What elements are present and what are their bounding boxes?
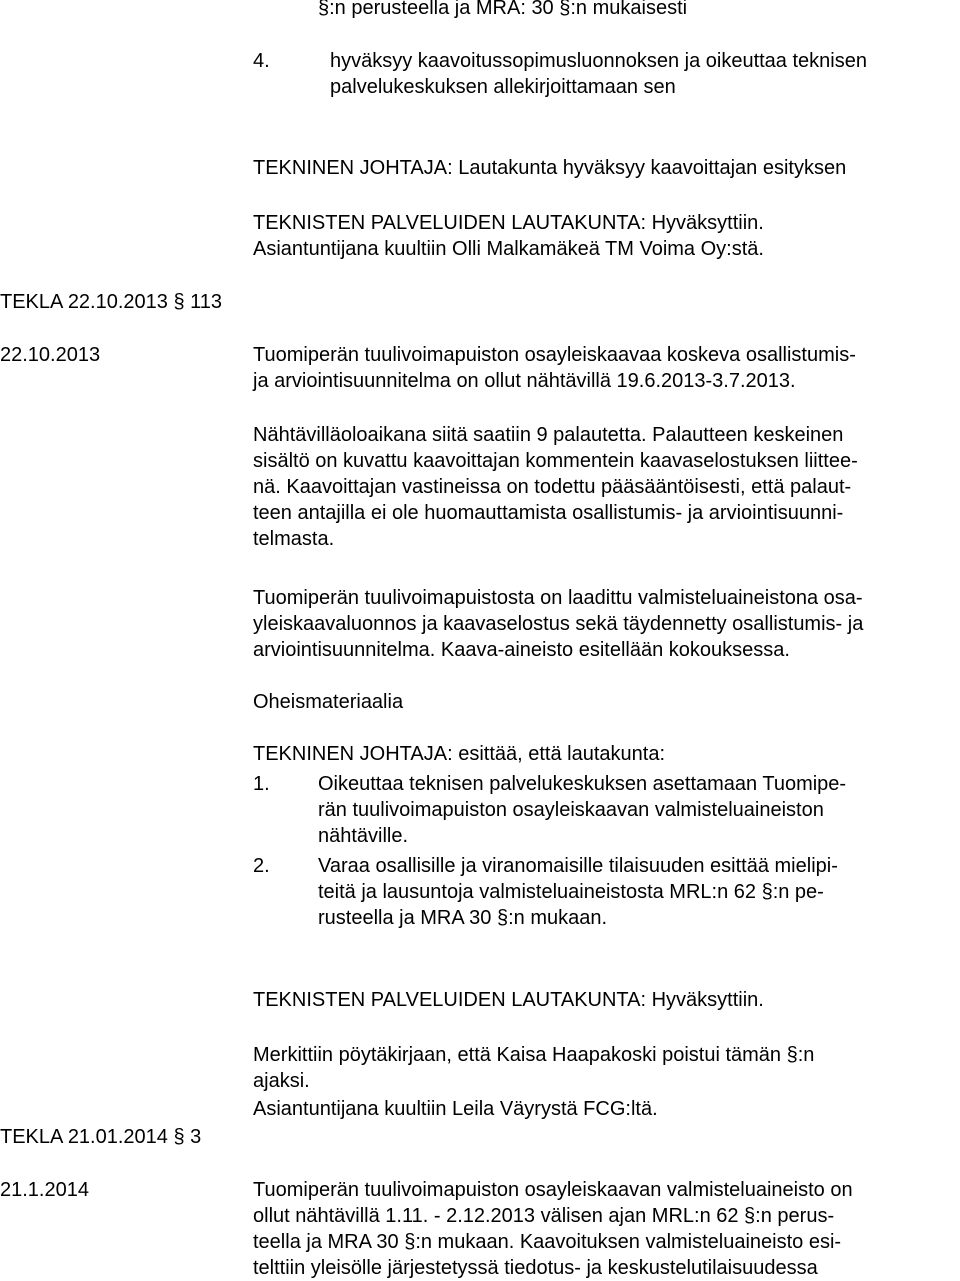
item-2-line-1: Varaa osallisille ja viranomaisille tilaisuuden esittää mielipi-	[318, 855, 838, 877]
decision-line-1	[253, 987, 764, 1013]
expert-line-1: Asiantuntijana kuultiin Leila Väyrystä FCG:ltä.	[253, 1098, 658, 1120]
note-line-1: Merkittiin pöytäkirjaan, että Kaisa Haapakoski poistui tämän §:n	[253, 1044, 815, 1066]
section-2-line-3: teella ja MRA 30 §:n mukaan. Kaavoituksen valmisteluaineisto esi-	[253, 1231, 842, 1253]
item-4-line-1: hyväksyy kaavoitussopimusluonnoksen ja oikeuttaa teknisen	[330, 50, 867, 72]
proposal-text: Lautakunta hyväksyy kaavoittajan esityksen	[452, 157, 847, 179]
item-1-line-3: nähtäville.	[318, 825, 409, 847]
feedback-line-1: Nähtävilläoloaikana siitä saatiin 9 palautetta. Palautteen keskeinen	[253, 424, 844, 446]
item-4-line-2: palvelukeskuksen allekirjoittamaan sen	[330, 76, 676, 98]
item-4-number: 4.	[253, 50, 270, 72]
section-2-date: 21.1.2014	[0, 1179, 89, 1201]
feedback-line-3: nä. Kaavoittajan vastineissa on todettu pääsääntöisesti, että palaut-	[253, 476, 852, 498]
proposal-line-1	[253, 741, 665, 767]
decision-line-top	[253, 210, 764, 236]
section-1-reference: TEKLA 22.10.2013 § 113	[0, 291, 223, 313]
feedback-line-5: telmasta.	[253, 528, 335, 550]
proposal-text: esittää, että lautakunta:	[452, 743, 666, 765]
feedback-line-4: teen antajilla ei ole huomauttamista osallistumis- ja arviointisuunni-	[253, 502, 844, 524]
prepared-line-3: arviointisuunnitelma. Kaava-aineisto esitellään kokouksessa.	[253, 639, 790, 661]
item-2-line-3: rusteella ja MRA 30 §:n mukaan.	[318, 907, 608, 929]
section-1-date: 22.10.2013	[0, 344, 101, 366]
prepared-line-1: Tuomiperän tuulivoimapuistosta on laadittu valmisteluaineistona osa-	[253, 587, 863, 609]
section-1-intro-line-1: Tuomiperän tuulivoimapuiston osayleiskaavaa koskeva osallistumis-	[253, 344, 856, 366]
decision-text: Hyväksyttiin.	[646, 989, 764, 1011]
decision-label: TEKNISTEN PALVELUIDEN LAUTAKUNTA:	[253, 212, 647, 234]
proposal-label: TEKNINEN JOHTAJA:	[253, 743, 453, 765]
section-2-line-4: telttiin yleisölle järjestetyssä tiedotus- ja keskustelutilaisuudessa	[253, 1257, 818, 1279]
decision-text: Hyväksyttiin.	[646, 212, 764, 234]
item-1-line-2: rän tuulivoimapuiston osayleiskaavan valmisteluaineiston	[318, 799, 824, 821]
section-1-intro-line-2: ja arviointisuunnitelma on ollut nähtävillä 19.6.2013-3.7.2013.	[253, 370, 796, 392]
section-2-reference: TEKLA 21.01.2014 § 3	[0, 1126, 202, 1148]
item-1-number: 1.	[253, 773, 270, 795]
section-2-line-1: Tuomiperän tuulivoimapuiston osayleiskaavan valmisteluaineisto on	[253, 1179, 853, 1201]
decision-label: TEKNISTEN PALVELUIDEN LAUTAKUNTA:	[253, 989, 647, 1011]
note-line-2: ajaksi.	[253, 1070, 310, 1092]
proposal-label: TEKNINEN JOHTAJA:	[253, 157, 453, 179]
top-line-1: §:n perusteella ja MRA: 30 §:n mukaisesti	[318, 0, 688, 19]
item-2-line-2: teitä ja lausuntoja valmisteluaineistosta MRL:n 62 §:n pe-	[318, 881, 824, 903]
expert-line-top: Asiantuntijana kuultiin Olli Malkamäkeä TM Voima Oy:stä.	[253, 238, 764, 260]
feedback-line-2: sisältö on kuvattu kaavoittajan kommentein kaavaselostuksen liittee-	[253, 450, 858, 472]
prepared-line-2: yleiskaavaluonnos ja kaavaselostus sekä täydennetty osallistumis- ja	[253, 613, 864, 635]
section-2-line-2: ollut nähtävillä 1.11. - 2.12.2013 välisen ajan MRL:n 62 §:n perus-	[253, 1205, 835, 1227]
proposal-line-top	[253, 155, 846, 181]
item-2-number: 2.	[253, 855, 270, 877]
item-1-line-1: Oikeuttaa teknisen palvelukeskuksen asettamaan Tuomipe-	[318, 773, 847, 795]
attachment-link[interactable]: Oheismateriaalia	[253, 691, 404, 713]
